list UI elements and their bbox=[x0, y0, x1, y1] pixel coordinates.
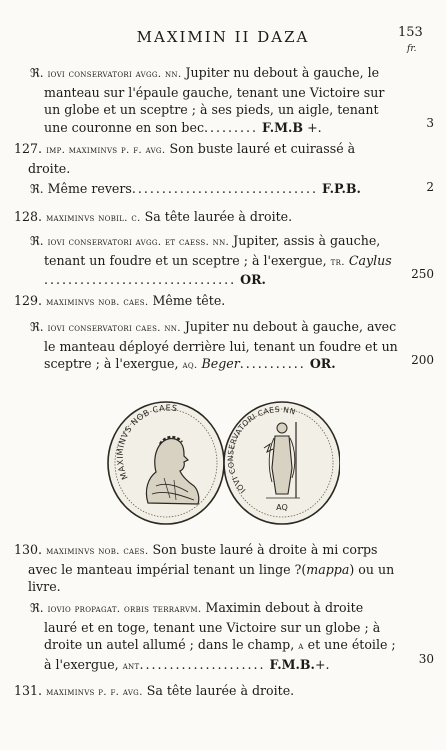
entry-number: 127. bbox=[14, 141, 43, 156]
coin-legend: imp. maximinvs p. f. avg. bbox=[46, 144, 166, 156]
leader-dots: ......... bbox=[204, 119, 259, 135]
description-end: ) ou un livre. bbox=[28, 561, 395, 594]
coin-legend: maximinvs nobil. c. bbox=[46, 212, 141, 224]
description: Maximin debout à droite lauré et en toge, tenant une Victoire sur un globe ; à droite un autel allumé ; dans le champ, bbox=[44, 600, 381, 652]
coin-legend: iovi conservatori avgg. et caess. nn. bbox=[47, 236, 230, 248]
obverse-entry bbox=[14, 682, 386, 702]
coin-legend: iovi conservatori caes. nn. bbox=[47, 322, 181, 334]
grade: OR. bbox=[309, 356, 336, 371]
reverse-entry bbox=[30, 232, 400, 289]
reverse-legend: IOVI CONSERVATORI CAES NN bbox=[226, 404, 297, 495]
entry-number: 128. bbox=[14, 209, 43, 224]
reverse-entry bbox=[30, 180, 386, 199]
obverse-entry bbox=[14, 541, 400, 596]
source-reference: Caylus bbox=[348, 252, 392, 268]
reverse-mark: ℜ. bbox=[30, 320, 44, 334]
source-reference: Beger bbox=[201, 356, 240, 371]
description-continued: et une étoile ; à l'exergue, bbox=[44, 637, 396, 672]
exergue-mark: aq. bbox=[182, 359, 198, 371]
reverse-mark: ℜ. bbox=[30, 182, 44, 196]
grade: F.P.B. bbox=[322, 181, 361, 196]
description: Jupiter, assis à gauche, tenant un foudre et un sceptre ; à l'exergue, bbox=[44, 233, 381, 268]
grade: OR. bbox=[240, 272, 266, 287]
currency-unit: fr. bbox=[407, 44, 417, 54]
page-number: 153 bbox=[398, 25, 423, 40]
price: 30 bbox=[418, 652, 434, 666]
coin-legend: iovi conservatori avgg. nn. bbox=[47, 68, 182, 80]
reverse-entry bbox=[30, 318, 400, 375]
description: Jupiter nu debout à gauche, avec le manteau déployé derrière lui, tenant un foudre et un sceptre ; à l'exergue, bbox=[44, 319, 398, 371]
obverse-entry bbox=[14, 292, 386, 312]
entry-number: 130. bbox=[14, 542, 43, 557]
description: Son buste lauré et cuirassé à droite. bbox=[28, 141, 356, 176]
entry-number: 129. bbox=[14, 293, 43, 308]
field-mark: a bbox=[298, 640, 304, 652]
price: 200 bbox=[411, 353, 434, 367]
reverse-entry bbox=[30, 599, 400, 675]
exergue-mark: ant bbox=[122, 659, 140, 672]
obverse-entry bbox=[14, 208, 386, 228]
coin-obverse bbox=[108, 402, 224, 524]
extra-mark: +. bbox=[314, 656, 330, 672]
coin-illustration bbox=[104, 398, 340, 528]
entry-number: 131. bbox=[14, 683, 43, 698]
extra-mark: +. bbox=[307, 119, 322, 135]
reverse-mark: ℜ. bbox=[30, 601, 44, 615]
description: Sa tête laurée à droite. bbox=[146, 683, 295, 698]
price: 3 bbox=[426, 116, 434, 130]
reverse-mark: ℜ. bbox=[30, 66, 44, 80]
obverse-entry bbox=[14, 140, 400, 177]
grade: F.M.B. bbox=[269, 656, 315, 672]
coin-legend: maximinvs nob. caes. bbox=[46, 545, 149, 557]
description: Sa tête laurée à droite. bbox=[144, 209, 293, 224]
reverse-mark: ℜ. bbox=[30, 234, 44, 248]
leader-dots: ................................ bbox=[44, 272, 237, 287]
exergue-mark: tr. bbox=[330, 255, 345, 268]
reverse-exergue: AQ bbox=[276, 503, 288, 512]
coin-legend: iovio propagat. orbis terrarvm. bbox=[47, 603, 202, 615]
price: 2 bbox=[426, 180, 434, 194]
coin-legend: maximinvs nob. caes. bbox=[46, 296, 149, 308]
mappa-term: mappa bbox=[306, 561, 350, 577]
page-title: MAXIMIN II DAZA bbox=[136, 28, 310, 46]
coin-reverse bbox=[224, 402, 340, 524]
description: Son buste lauré à droite à mi corps avec le manteau impérial tenant un linge ?( bbox=[28, 542, 378, 577]
grade: F.M.B bbox=[262, 119, 304, 135]
reverse-entry bbox=[30, 64, 400, 136]
leader-dots: ..................... bbox=[139, 656, 266, 672]
description: Même revers bbox=[47, 181, 132, 196]
leader-dots: ............................... bbox=[131, 181, 318, 196]
description: Jupiter nu debout à gauche, le manteau sur l'épaule gauche, tenant une Victoire sur un globe et un sceptre ; à ses pieds, un aigle, tenant une couronne en son bec bbox=[44, 65, 385, 135]
description: Même tête. bbox=[152, 293, 226, 308]
obverse-legend: MAXIMINVS NOB CAES bbox=[114, 402, 179, 482]
coin-legend: maximinvs p. f. avg. bbox=[46, 686, 143, 698]
leader-dots: ........... bbox=[239, 356, 306, 371]
price: 250 bbox=[411, 267, 434, 281]
